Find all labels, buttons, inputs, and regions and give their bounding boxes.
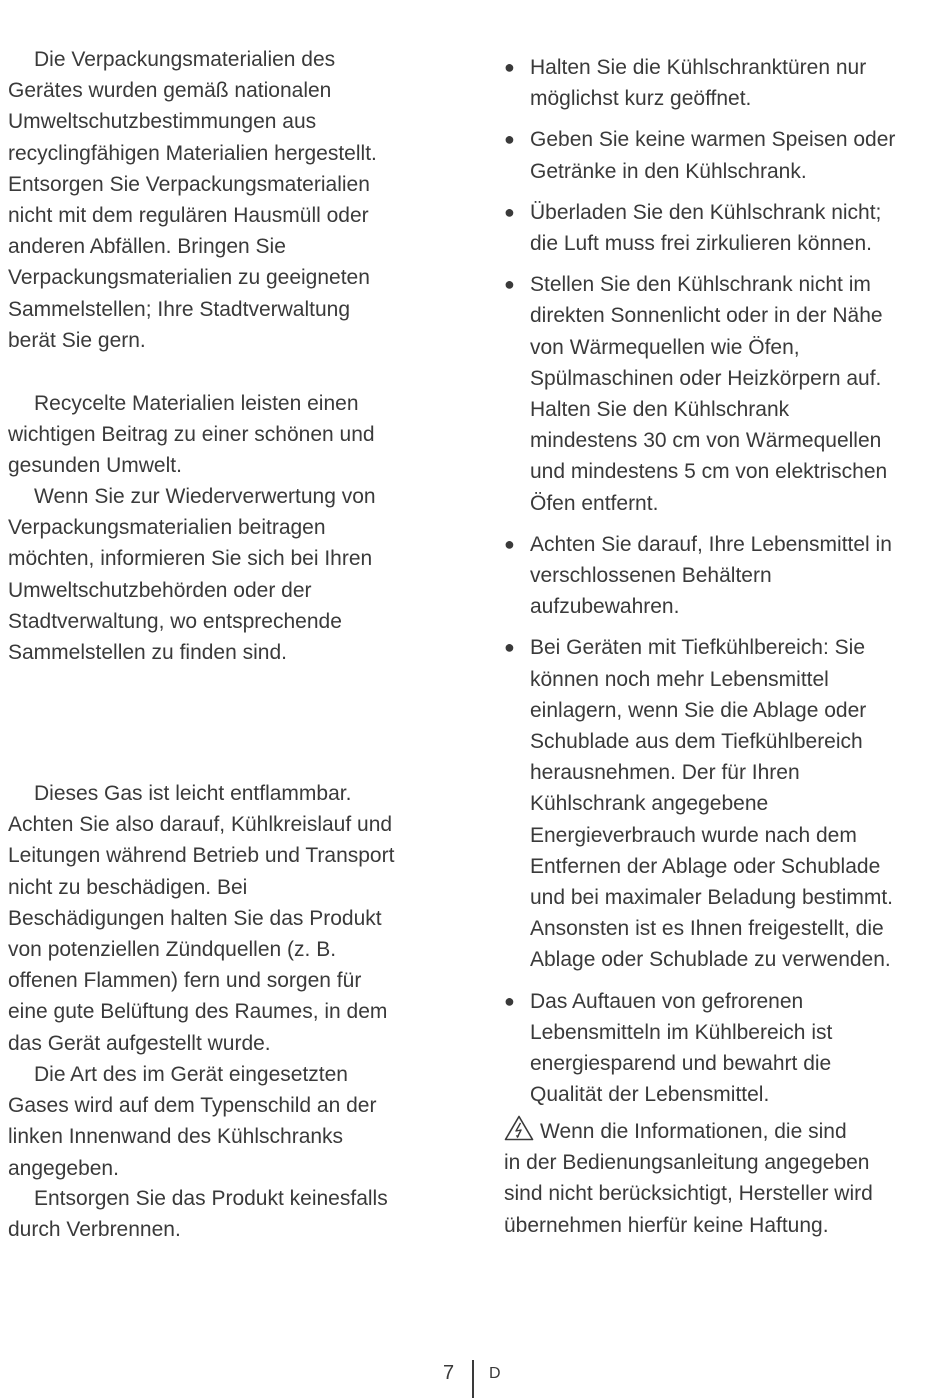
disposal-paragraph: Entsorgen Sie das Produkt keinesfalls durch Verbrennen. bbox=[8, 1187, 388, 1242]
list-item-text: Das Auftauen von gefrorenen Lebensmitteln im Kühlbereich ist energiesparend und bewahrt die Qualität der Lebensmittel. bbox=[530, 989, 833, 1107]
list-item-text: Überladen Sie den Kühlschrank nicht; die Luft muss frei zirkulieren können. bbox=[530, 200, 882, 256]
list-item bbox=[504, 124, 944, 186]
list-item-text: Geben Sie keine warmen Speisen oder Getränke in den Kühlschrank. bbox=[530, 128, 896, 183]
recycling-paragraph: Recycelte Materialien leisten einen wichtigen Beitrag zu einer schönen und gesunden Umwelt. bbox=[8, 392, 375, 478]
bullet-icon: ● bbox=[504, 533, 515, 554]
page-number: 7 bbox=[443, 1362, 455, 1384]
bullet-icon: ● bbox=[504, 57, 515, 77]
reuse-paragraph: Wenn Sie zur Wiederverwertung von Verpackungsmaterialien beitragen möchten, informieren Sie sich bei Ihren Umweltschutzbehörden oder der Stadtverwaltung, wo entsprechende Sammelstellen zu finden sind. bbox=[8, 485, 376, 665]
list-item-text: Bei Geräten mit Tiefkühlbereich: Sie können noch mehr Lebensmittel einlagern, wenn Sie die Ablage oder Schublade aus dem Tiefkühlbereich herausnehmen. Der für Ihren Kühlschrank angegebene Energieverbrauch wurde nach dem Entfernen der Ablage oder Schublade und bei maximaler Beladung bestimmt. Ansonsten ist es Ihnen freigestellt, die Ablage oder Schublade zu verwenden. bbox=[530, 636, 894, 972]
footer-divider bbox=[472, 1360, 474, 1398]
list-item bbox=[504, 986, 944, 1111]
list-item-text: Halten Sie die Kühlschranktüren nur möglichst kurz geöffnet. bbox=[530, 56, 867, 111]
list-item bbox=[504, 269, 944, 519]
language-code: D bbox=[489, 1365, 501, 1382]
list-item bbox=[504, 632, 944, 975]
list-item bbox=[504, 197, 944, 259]
warning-triangle-icon bbox=[504, 1115, 534, 1141]
list-item bbox=[504, 529, 944, 623]
packaging-paragraph: Die Verpackungsmaterialien des Gerätes wurden gemäß nationalen Umweltschutzbestimmungen aus recyclingfähigen Materialien hergestellt. Entsorgen Sie Verpackungsmaterialien nicht mit dem regulären Hausmüll oder anderen Abfällen. Bringen Sie Verpackungsmaterialien zu geeigneten Sammelstellen; Ihre Stadtverwaltung berät Sie gern. bbox=[8, 48, 377, 352]
energy-tips-list bbox=[504, 52, 944, 1121]
bullet-icon: ● bbox=[504, 274, 515, 295]
liability-warning bbox=[504, 1115, 944, 1241]
page-footer bbox=[0, 1360, 950, 1398]
gas-type-paragraph: Die Art des im Gerät eingesetzten Gases wird auf dem Typenschild an der linken Innenwand des Kühlschranks angegeben. bbox=[8, 1063, 377, 1180]
bullet-icon: ● bbox=[504, 990, 515, 1011]
list-item bbox=[504, 52, 944, 114]
bullet-icon: ● bbox=[504, 637, 515, 658]
list-item-text: Stellen Sie den Kühlschrank nicht im direkten Sonnenlicht oder in der Nähe von Wärmequellen wie Öfen, Spülmaschinen oder Heizkörpern auf. Halten Sie den Kühlschrank mindestens 30 cm von Wärmequellen und mindestens 5 cm von elektrischen Öfen entfernt. bbox=[530, 273, 888, 515]
bullet-icon: ● bbox=[504, 129, 515, 150]
bullet-icon: ● bbox=[504, 201, 515, 222]
list-item-text: Achten Sie darauf, Ihre Lebensmittel in verschlossenen Behältern aufzubewahren. bbox=[530, 532, 892, 619]
warning-text: Wenn die Informationen, die sind in der Bedienungsanleitung angegeben sind nicht berücksichtigt, Hersteller wird übernehmen hierfür keine Haftung. bbox=[504, 1120, 873, 1237]
gas-warning-paragraph: Dieses Gas ist leicht entflammbar. Achten Sie also darauf, Kühlkreislauf und Leitungen während Betrieb und Transport nicht zu beschädigen. Bei Beschädigungen halten Sie das Produkt von potenziellen Zündquellen (z. B. offenen Flammen) fern und sorgen für eine gute Belüftung des Raumes, in dem das Gerät aufgestellt wurde. bbox=[8, 782, 395, 1055]
